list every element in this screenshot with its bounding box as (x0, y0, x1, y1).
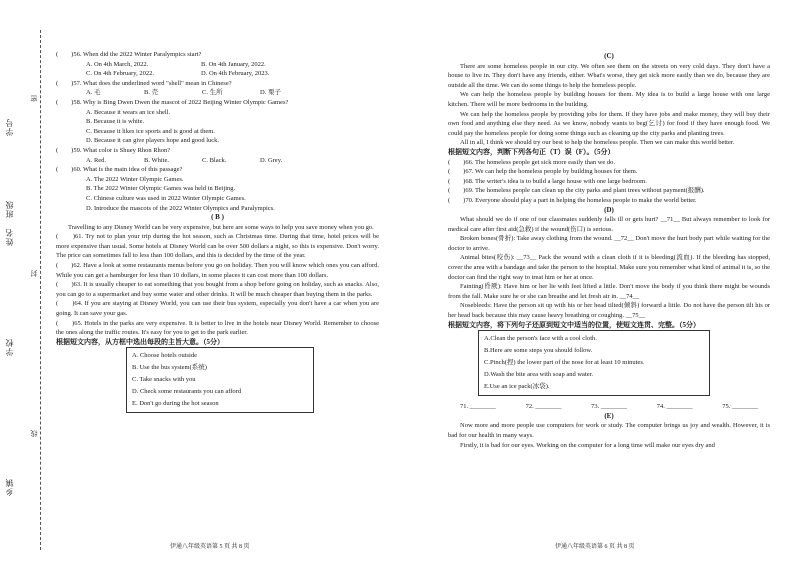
answer-blank-74[interactable]: 74. ________ (656, 403, 693, 411)
section-b-title: ( B ) (211, 213, 224, 222)
option: C. 生所 (202, 89, 223, 97)
tf-question-68: ( )68. The writer's idea is to build a large house with one large bedroom. (448, 177, 647, 185)
section-b-instructions: 根据短文内容，从方框中选出每段的主旨大意。（5分） (56, 337, 224, 346)
passage-b-paragraph: ( )65. Hotels in the parks are very expensive. It is better to live in the hotels near Disney World. Remember to choose the ones along the traffic routes. It's easy for you to get to the park earlier. (56, 319, 379, 337)
passage-b-paragraph: ( )61. Try not to plan your trip during the hot season, such as Christmas time. During that time, hotel prices will be more expensive than usual. Some hotels at Disney World can be over 500 dollars a night, so this is expensive. Don't worry. The price can sometimes fall to less than 100 dollars, and this is decided by the time of the year. (56, 233, 379, 260)
passage-e-paragraph: Firstly, it is bad for our eyes. Working on the computer for a long time will make our eyes dry and (460, 441, 715, 449)
section-c-instructions: 根据短文内容，判断下列各句正（T）误（F）。（5分） (448, 147, 615, 156)
passage-e-paragraph: Now more and more people use computers for work or study. The computer brings us joy and wealth. However, it is bad for our health in many ways. (448, 422, 770, 439)
passage-b-paragraph: ( )62. Have a look at some restaurants menus before you go on holiday. Then you will know which ones you can afford. While you can get a hamburger for less than 10 dollars, in some places it can cost more than 100 dollars. (56, 262, 379, 279)
margin-label-student-id: 学号 (5, 118, 14, 136)
option: D. Because it can give players hope and good luck. (86, 137, 220, 145)
passage-b-paragraph: ( )63. It is usually cheaper to eat something that you bought from a shop before going on holiday, such as snacks. Also, you can go to a supermarket and buy some water and other drinks. It will be much cheaper than buying them in the parks. (56, 281, 379, 298)
question-56: ( )56. When did the 2022 Winter Paralympics start? (56, 51, 202, 58)
left-page-footer: 伊通八年级英语第 5 页 共 8 页 (170, 544, 250, 550)
box-option: D.Wash the bite area with soap and water. (484, 371, 594, 379)
binding-margin (0, 0, 50, 561)
passage-d-paragraph: Animal bites(咬伤): __73__ Pack the wound with a clean cloth if it is bleeding(流血). If the bleeding has stopped, cover the area with a bandage and take the person to the hospital. Make sure you remember what kind of animal it is, so the doctor can find the right way to treat him or her at once. (448, 254, 770, 281)
option: D. Grey. (260, 156, 283, 164)
box-option: B. Use the bus system(系统) (132, 364, 207, 372)
option: A. The 2022 Winter Olympic Games. (86, 175, 184, 183)
passage-d-paragraph: Fainting(昏厥): Have him or her lie with feet lifted a little. Don't move the body if you think there might be wounds from the fall. Make sure he or she can breathe and let fresh air in. __74__ (448, 283, 770, 300)
option: A. Because it wears an ice shell. (86, 108, 171, 116)
passage-d-paragraph: What should we do if one of our classmates suddenly falls ill or gets hurt? __71__ But always remember to look for medical care after first aid(急救) if the wound(伤口) is serious. (448, 216, 770, 233)
answer-blank-72[interactable]: 72. ________ (525, 403, 562, 411)
option: C. Because it likes ice sports and is good at them. (86, 127, 215, 135)
box-option: C. Take snacks with you (132, 376, 196, 384)
passage-d-paragraph: Nosebleeds: Have the person sit up with his or her head tilted(倾斜) forward a little. Do not have the person tilt his or her head back because this may cause heavy breathing or coughing. __75__ (448, 302, 770, 320)
question-59: ( )59. What color is Shuey Rhon Rhon? (56, 146, 171, 154)
question-56-options-row2 (56, 69, 379, 79)
box-option: A. Choose hotels outside (132, 352, 197, 360)
margin-mark-mi: 密 (30, 95, 38, 102)
box-option: C.Pinch(捏) the lower part of the nose for at least 10 minutes. (484, 359, 645, 367)
passage-b-paragraph: ( )64. If you are staying at Disney World, you can use their bus system, especially you don't have a car when you are going. It can save your gas. (56, 300, 379, 318)
question-57: ( )57. What does the underlined word "shell" mean in Chinese? (56, 79, 232, 87)
passage-c-paragraph: We can help the homeless people by providing jobs for them. If they have jobs and make money, they will buy their own food and anything else they need. As we know, nobody wants to beg(乞讨) for food if they have enough food. We could pay the homeless people for doing some things such as cleaning up the city parks and planting trees. (448, 110, 770, 137)
passage-d-paragraph: Broken bones(骨折): Take away clothing from the wound. __72__ Don't move the hurt body part while waiting for the doctor to arrive. (448, 235, 770, 252)
tf-question-70: ( )70. Everyone should play a part in helping the homeless people to make the world better. (448, 196, 697, 204)
box-option: B.Here are some steps you should follow. (484, 347, 593, 355)
passage-b-intro: Travelling to any Disney World can be very expensive, but here are some ways to help you save money when you go. (68, 223, 374, 231)
answer-blank-75[interactable]: 75. ________ (722, 403, 758, 411)
question-59-options (56, 156, 379, 166)
tf-question-66: ( )66. The homeless people get sick more easily than we do. (448, 158, 616, 166)
option: A. On 4th March, 2022. (86, 60, 149, 68)
margin-label-township: 乡镇 (5, 478, 14, 496)
right-page-footer: 伊通八年级英语第 6 页 共 8 页 (555, 544, 635, 550)
box-option: D. Check some restaurants you can afford (132, 388, 242, 396)
margin-label-class: 班级 (5, 200, 14, 218)
option: D. 栗子 (260, 89, 281, 97)
answer-blank-71[interactable]: 71. ________ (460, 403, 496, 411)
option: D. Introduce the mascots of the 2022 Winter Olympics and Paralympics. (86, 204, 275, 212)
margin-mark-xian: 线 (30, 430, 38, 437)
seal-line (40, 30, 41, 550)
question-56-options-row1 (56, 60, 379, 70)
margin-label-name: 姓名 (5, 228, 14, 246)
question-58: ( )58. Why is Bing Dwen Dwen the mascot of 2022 Beijing Winter Olympic Games? (56, 98, 289, 106)
question-57-options (56, 88, 379, 98)
option: A. Red. (86, 156, 107, 164)
section-d-title: (D) (604, 205, 614, 214)
option: A. 毛 (86, 89, 101, 97)
option: B. The 2022 Winter Olympic Games was held in Beijing. (86, 185, 236, 193)
passage-c-paragraph: There are some homeless people in our city. We often see them on the streets on very cold days. They don't have a house to live in. They don't have any friends, either. What's worse, they get sick more easily than we do, because they are outside all the time. We can do some things to help the homeless people. (448, 62, 770, 89)
option: C. Black. (202, 156, 227, 164)
question-60: ( )60. What is the main idea of this passage? (56, 166, 183, 174)
answer-blank-73[interactable]: 73. ________ (591, 403, 627, 411)
passage-c-paragraph: All in all, I think we should try our best to help the homeless people. Then we can make this world better. (460, 139, 735, 147)
passage-c-paragraph: We can help the homeless people by building houses for them. My idea is to build a large house with one large kitchen. There will be more bedrooms in the building. (448, 91, 770, 108)
answer-blanks-row (448, 396, 770, 412)
margin-label-school: 学校 (5, 338, 14, 356)
tf-question-67: ( )67. We can help the homeless people by building houses for them. (448, 168, 638, 176)
section-e-title: (E) (604, 411, 614, 420)
box-option: E.Use an ice pack(冰袋). (484, 383, 550, 391)
answer-options-box-b (126, 347, 314, 413)
section-d-instructions: 根据短文内容，将下列句子还原到短文中适当的位置，使短文连贯、完整。（5分） (448, 320, 700, 329)
box-option: A.Clean the person's face with a cool cloth. (484, 335, 597, 343)
answer-options-box-d (478, 330, 710, 396)
option: B. 壳 (144, 89, 159, 97)
left-column (56, 50, 379, 413)
option: D. On 4th February, 2023. (201, 70, 270, 78)
section-c-title: (C) (604, 52, 614, 60)
tf-question-69: ( )69. The homeless people can clean up the city parks and plant trees without payment(报酬). (448, 187, 705, 195)
option: C. Chinese culture was used in 2022 Winter Olympic Games. (86, 194, 246, 202)
option: B. Because it is white. (86, 118, 145, 126)
right-column (448, 52, 770, 450)
box-option: E. Don't go during the hot season (132, 400, 219, 408)
option: C. On 4th February, 2022. (86, 70, 155, 78)
margin-mark-feng: 封 (30, 270, 38, 277)
option: B. On 4th January, 2022. (201, 60, 266, 68)
option: B. White. (144, 156, 169, 164)
